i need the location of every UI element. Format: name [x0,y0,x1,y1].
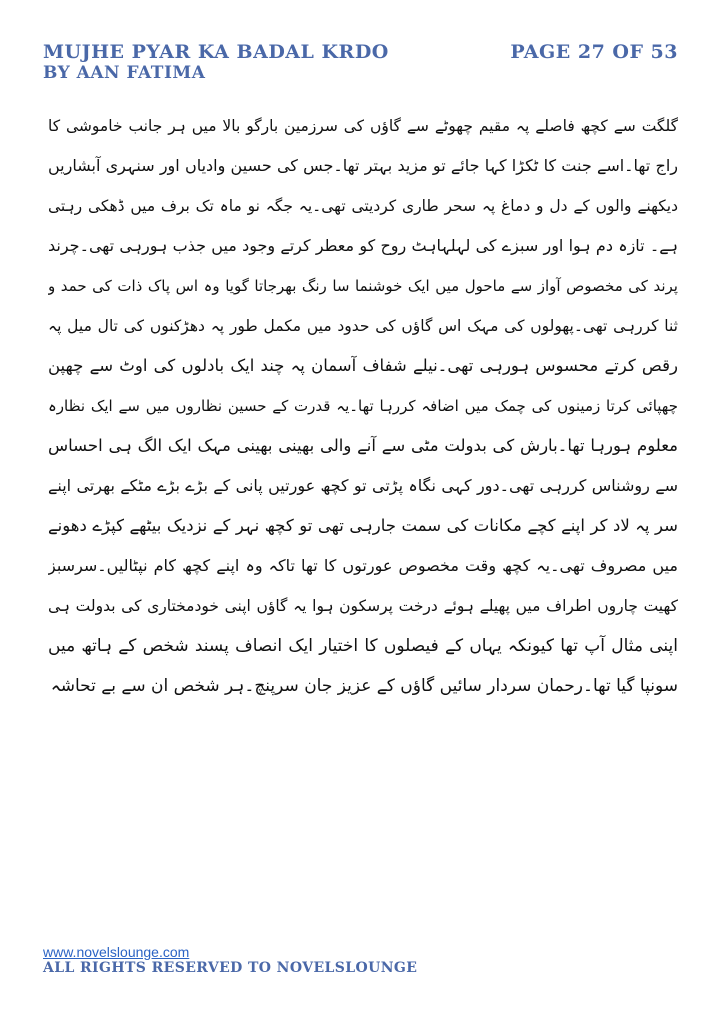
text-line: پرند کی مخصوص آواز سے ماحول میں ایک خوشنما سا رنگ بھرجاتا گویا وہ اس پاک ذات کی حمد و [48,277,678,295]
text-line: رقص کرتے محسوس ہورہی تھی۔نیلے شفاف آسمان پہ چند ایک بادلوں کی اوٹ سے چھپن [48,356,678,375]
text-line: میں مصروف تھی۔یہ کچھ وقت مخصوص عورتوں کا تھا تاکہ وہ اپنے کچھ کام نپٹالیں۔سرسبز [48,556,678,575]
text-line: ہے۔ تازہ دم ہوا اور سبزے کی لہلہاہٹ روح کو معطر کرتے وجود میں جذب ہورہی تھی۔چرند [48,236,678,255]
text-line: اپنی مثال آپ تھا کیونکہ یہاں کے فیصلوں کا اختیار ایک انصاف پسند شخص کے ہاتھ میں [48,636,678,656]
text-line: گلگت سے کچھ فاصلے پہ مقیم چھوٹے سے گاؤں کی سرزمین بارگو بالا میں ہر جانب خاموشی کا [48,117,678,135]
text-line: ثنا کررہی تھی۔پھولوں کی مہک اس گاؤں کی حدود میں مکمل طور پہ دھڑکنوں کی تال میل پہ [48,317,678,335]
text-line: معلوم ہورہا تھا۔بارش کی بدولت مٹی سے آنے والی بھینی بھینی مہک ایک الگ ہی احساس [48,436,678,455]
text-line: دیکھنے والوں کے دل و دماغ پہ سحر طاری کردیتی تھی۔یہ جگہ نو ماہ تک برف میں ڈھکی رہتی [48,197,678,215]
text-line: چھپائی کرتا زمینوں کی چمک میں اضافہ کررہا تھا۔یہ قدرت کے حسین نظاروں میں سے ایک نظارہ [48,397,678,415]
text-line: سر پہ لاد کر اپنے کچے مکانات کی سمت جارہی تھی تو کچھ نہر کے نزدیک بیٹھے کپڑے دھونے [48,516,678,535]
website-link[interactable]: www.novelslounge.com [43,944,190,960]
document-footer [43,944,417,977]
novel-body-text [48,106,678,706]
novel-title: MUJHE PYAR KA BADAL KRDO [43,41,389,63]
text-line: راج تھا۔اسے جنت کا ٹکڑا کہا جائے تو مزید بہتر تھا۔جس کی حسین وادیاں اور سنہری آبشاریں [48,156,678,175]
document-header [43,42,389,83]
text-line: کھیت چاروں اطراف میں پھیلے ہوئے درخت پرسکون ہوا یہ گاؤں اپنی خودمختاری کی بدولت ہی [48,597,678,615]
copyright-notice: ALL RIGHTS RESERVED TO NOVELSLOUNGE [43,960,418,976]
page-indicator: PAGE 27 OF 53 [510,41,678,63]
novel-author: BY AAN FATIMA [43,63,206,83]
text-line: سے روشناس کررہی تھی۔دور کہی نگاہ پڑتی تو کچھ عورتیں پانی کے بڑے بڑے مٹکے بھرتی اپنے [48,476,678,495]
text-line: سونپا گیا تھا۔رحمان سردار سائیں گاؤں کے عزیز جان سرپنچ۔ہر شخص ان سے بے تحاشہ [50,676,678,696]
